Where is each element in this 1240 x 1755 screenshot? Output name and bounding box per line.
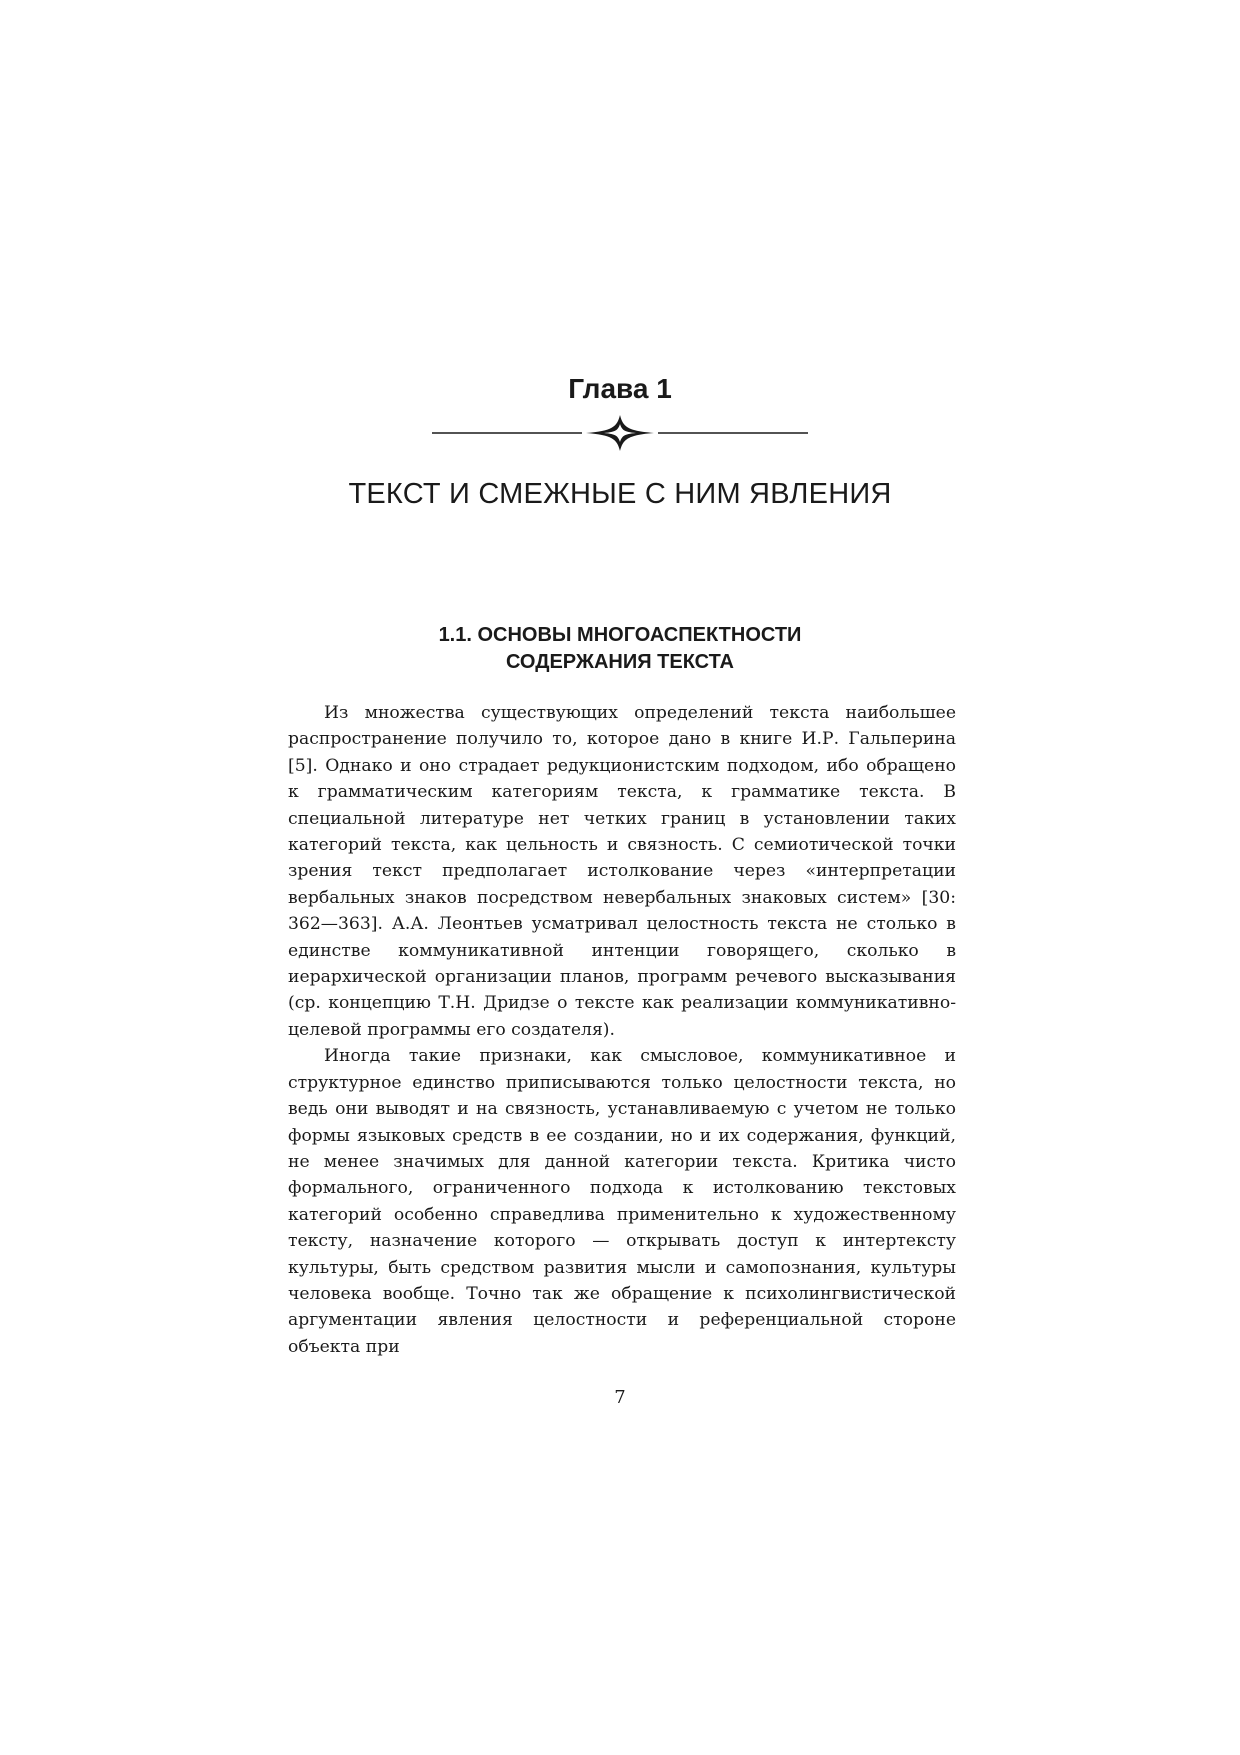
- section-title: [0, 622, 1240, 676]
- paragraph-1: Из множества существующих определений текста наибольшее распространение получило то, которое дано в книге И.Р. Гальперина [5]. Однако и оно страдает редукционистским подходом, ибо обращено к грамматическим категориям текста, к грамматике текста. В специальной литературе нет четких границ в установлении таких категорий текста, как цельность и связность. С семиотической точки зрения текст предполагает истолкование через «интерпретации вербальных знаков посредством невербальных знаковых систем» [30: 362—363]. А.А. Леонтьев усматривал целостность текста не столько в единстве коммуникативной интенции говорящего, сколько в иерархической организации планов, программ речевого высказывания (ср. концепцию Т.Н. Дридзе о тексте как реализации коммуникативно-целевой программы его создателя).: [288, 703, 956, 1040]
- section-title-line-1: 1.1. ОСНОВЫ МНОГОАСПЕКТНОСТИ: [438, 624, 802, 646]
- chapter-label: Глава 1: [568, 373, 672, 404]
- chapter-title: ТЕКСТ И СМЕЖНЫЕ С НИМ ЯВЛЕНИЯ: [348, 478, 892, 510]
- section-title-line-2: СОДЕРЖАНИЯ ТЕКСТА: [505, 651, 735, 673]
- page-number: 7: [614, 1387, 626, 1408]
- chapter-ornament-icon: [432, 413, 808, 453]
- body-text: [288, 700, 956, 1360]
- paragraph-2: Иногда такие признаки, как смысловое, коммуникативное и структурное единство приписываются только целостности текста, но ведь они выводят и на связность, устанавливаемую с учетом не только формы языковых средств в ее создании, но и их содержания, функций, не менее значимых для данной категории текста. Критика чисто формального, ограниченного подхода к истолкованию текстовых категорий особенно справедлива применительно к художественному тексту, назначение которого — открывать доступ к интертексту культуры, быть средством развития мысли и самопознания, культуры человека вообще. Точно так же обращение к психолингвистической аргументации явления целостности и референциальной стороне объекта при: [288, 1046, 956, 1357]
